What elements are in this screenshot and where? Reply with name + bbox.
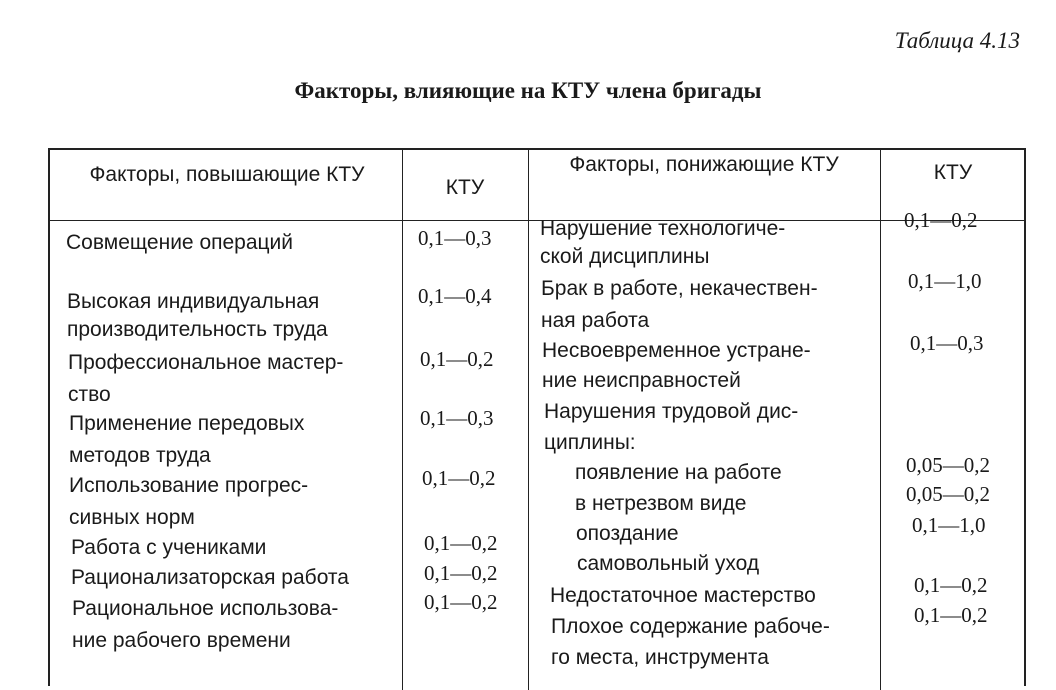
dec-factor-5: Недостаточное мастерство [550,584,816,607]
inc-factor-8-cont: ние рабочего времени [72,629,291,652]
inc-ktu-5: 0,1—0,2 [422,466,496,490]
column-divider-1 [402,148,403,690]
header-rule [48,220,1026,221]
dec-ktu-3: 0,1—0,3 [910,331,984,355]
inc-factor-2-cont: производительность труда [67,318,328,341]
inc-factor-2: Высокая индивидуальная [67,290,320,313]
dec-factor-2: Брак в работе, некачествен- [541,277,818,300]
dec-sub-item-4: самовольный уход [577,552,760,575]
dec-factor-3-cont: ние неисправностей [542,369,741,392]
inc-factor-5-cont: сивных норм [69,506,195,529]
dec-ktu-1: 0,1—0,2 [904,208,978,232]
inc-ktu-6: 0,1—0,2 [424,531,498,555]
inc-factor-8: Рациональное использова- [72,597,339,620]
dec-factor-3: Несвоевременное устране- [542,339,811,362]
column-divider-3 [880,148,881,690]
inc-factor-7: Рационализаторская работа [71,566,349,589]
inc-factor-3-cont: ство [68,383,111,406]
dec-sub-item-2: в нетрезвом виде [575,492,747,515]
inc-factor-3: Профессиональное мастер- [68,351,344,374]
inc-ktu-1: 0,1—0,3 [418,226,492,250]
dec-sub-ktu-2: 0,05—0,2 [906,482,990,506]
dec-factor-1: Нарушение технологиче- [540,217,786,240]
dec-factor-2-cont: ная работа [541,309,650,332]
dec-factor-6-cont: го места, инструмента [551,646,769,669]
inc-ktu-4: 0,1—0,3 [420,406,494,430]
inc-factor-6: Работа с учениками [71,536,267,559]
table-number: Таблица 4.13 [894,28,1020,53]
dec-factor-1-cont: ской дисциплины [540,245,710,268]
dec-sub-ktu-3: 0,1—1,0 [912,513,986,537]
inc-ktu-2: 0,1—0,4 [418,284,492,308]
inc-factor-4: Применение передовых [69,412,305,435]
dec-sub-item-1: появление на работе [575,461,782,484]
header-decreasing-ktu: КТУ [933,161,973,184]
header-increasing-factors: Факторы, повышающие КТУ [89,163,365,186]
table-title: Факторы, влияющие на КТУ члена бригады [294,78,762,103]
inc-factor-4-cont: методов труда [69,444,211,467]
dec-ktu-5: 0,1—0,2 [914,573,988,597]
inc-ktu-3: 0,1—0,2 [420,347,494,371]
header-decreasing-factors: Факторы, понижающие КТУ [569,153,839,176]
dec-sub-ktu-1: 0,05—0,2 [906,453,990,477]
header-increasing-ktu: КТУ [445,176,485,199]
dec-factor-6: Плохое содержание рабоче- [551,615,830,638]
inc-factor-5: Использование прогрес- [69,474,309,497]
dec-factor-4: Нарушения трудовой дис- [544,400,799,423]
dec-ktu-6: 0,1—0,2 [914,603,988,627]
inc-factor-1: Совмещение операций [66,231,294,254]
dec-factor-4-cont: циплины: [544,431,636,454]
dec-sub-item-3: опоздание [576,522,679,545]
inc-ktu-8: 0,1—0,2 [424,590,498,614]
inc-ktu-7: 0,1—0,2 [424,561,498,585]
dec-ktu-2: 0,1—1,0 [908,269,982,293]
column-divider-2 [528,148,529,690]
